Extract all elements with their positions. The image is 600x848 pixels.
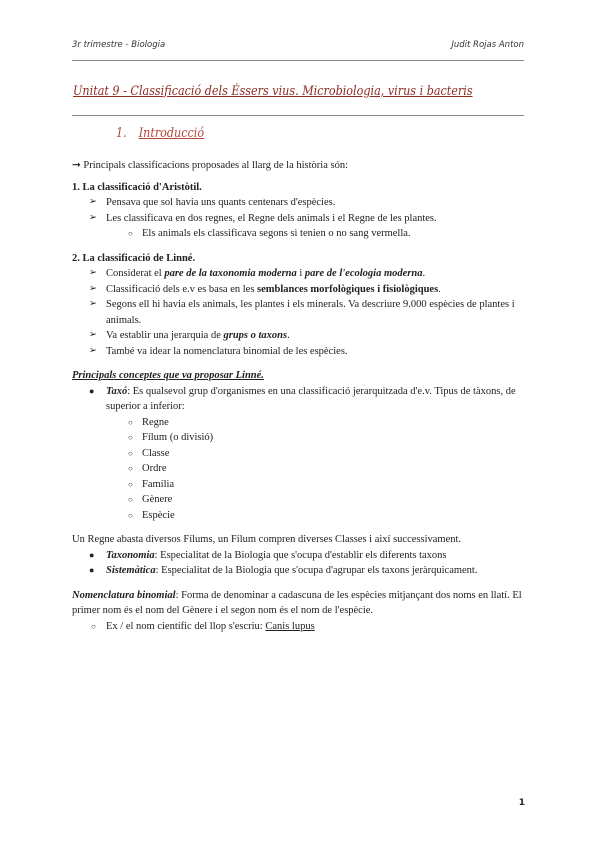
- list-item: ➢ Considerat el pare de la taxonomia moderna i pare de l'ecologia moderna.: [72, 266, 527, 282]
- definition-item: ● Taxonomia: Especialitat de la Biologia que s'ocupa d'establir els diferents taxons: [72, 548, 527, 564]
- circle-marker-icon: ○: [128, 448, 133, 458]
- circle-marker-icon: ○: [128, 417, 133, 427]
- list-item: ➢ Les classificava en dos regnes, el Regne dels animals i el Regne de les plantes.: [72, 211, 527, 227]
- section-number: 1.: [116, 126, 127, 141]
- taxon-level-item: ○ Regne: [72, 415, 527, 431]
- linne-heading: 2. La classificació de Linné.: [72, 252, 196, 264]
- circle-marker-icon: ○: [128, 229, 133, 238]
- definition-item: ● Sistemàtica: Especialitat de la Biologia que s'ocupa d'agrupar els taxons jeràrquicament.: [72, 563, 527, 579]
- arrow-marker-icon: ➢: [89, 345, 97, 356]
- circle-marker-icon: ○: [128, 510, 133, 520]
- bullet-icon: ●: [89, 565, 95, 575]
- arrow-marker-icon: ➢: [89, 212, 97, 223]
- page-number: 1: [518, 798, 525, 808]
- list-item: ➢ Classificació dels e.v es basa en les semblances morfològiques i fisiològiques.: [72, 282, 527, 298]
- header-author: Judit Rojas Anton: [451, 40, 524, 50]
- taxon-level-item: ○ Classe: [72, 446, 527, 462]
- unit-title: Unitat 9 - Classificació dels Éssers vius. Microbiologia, virus i bacteris: [73, 84, 473, 99]
- taxon-level-item: ○ Fílum (o divisió): [72, 430, 527, 446]
- species-name: Canis lupus: [265, 620, 315, 632]
- arrow-marker-icon: ➢: [89, 197, 97, 207]
- circle-marker-icon: ○: [128, 464, 133, 473]
- intro-line: ➞ Principals classificacions proposades al llarg de la història són:: [72, 160, 348, 171]
- arrow-marker-icon: ➢: [89, 268, 97, 278]
- list-item: ➢ Segons ell hi havia els animals, les plantes i els minerals. Va descriure 9.000 espècies de plantes i animals.: [89, 299, 515, 326]
- list-item: ➢ Va establir una jerarquia de grups o taxons.: [72, 328, 527, 344]
- arrow-marker-icon: ➢: [89, 330, 97, 340]
- section-title: Introducció: [138, 126, 205, 141]
- arrow-marker-icon: ➢: [89, 283, 97, 294]
- header-rule: [72, 60, 524, 61]
- taxon-level-item: ○ Gènere: [72, 492, 527, 508]
- list-item: ● Taxó: Es qualsevol grup d'organismes en una classificació jerarquitzada d'e.v. Tipus de tàxons, de superior a inferior:: [89, 385, 516, 412]
- header-course: 3r trimestre - Biologia: [72, 40, 166, 50]
- example-item: ○ Ex / el nom científic del llop s'escriu: Canis lupus: [72, 619, 527, 635]
- circle-marker-icon: ○: [128, 495, 133, 504]
- section-heading: [116, 126, 204, 141]
- circle-marker-icon: ○: [128, 479, 133, 489]
- circle-marker-icon: ○: [91, 621, 96, 631]
- title-rule: [72, 115, 524, 116]
- document-body: [72, 158, 527, 634]
- list-item: ➢ Pensava que sol havia uns quants centenars d'espècies.: [72, 195, 527, 211]
- sub-list-item: ○ Els animals els classificava segons si tenien o no sang vermella.: [72, 226, 527, 242]
- nomenclatura-paragraph: Nomenclatura binomial: Forma de denominar a cadascuna de les espècies mitjançant dos noms en llatí. El primer nom és el nom del Gènere i el segon nom és el nom de l'espècie.: [72, 589, 522, 616]
- list-item: ➢ També va idear la nomenclatura binomial de les espècies.: [72, 344, 527, 360]
- aristotil-heading: 1. La classificació d'Aristòtil.: [72, 181, 202, 193]
- regne-text: Un Regne abasta diversos Fílums, un Fílum compren diverses Classes i així successivament.: [72, 534, 462, 545]
- circle-marker-icon: ○: [128, 433, 133, 442]
- arrow-marker-icon: ➢: [89, 299, 97, 309]
- taxon-level-item: ○ Família: [72, 477, 527, 493]
- conceptes-heading: Principals conceptes que va proposar Linné.: [72, 370, 264, 381]
- taxon-level-item: ○ Espècie: [72, 508, 527, 524]
- bullet-icon: ●: [89, 385, 95, 396]
- bullet-icon: ●: [89, 549, 95, 560]
- taxon-level-item: ○ Ordre: [72, 461, 527, 477]
